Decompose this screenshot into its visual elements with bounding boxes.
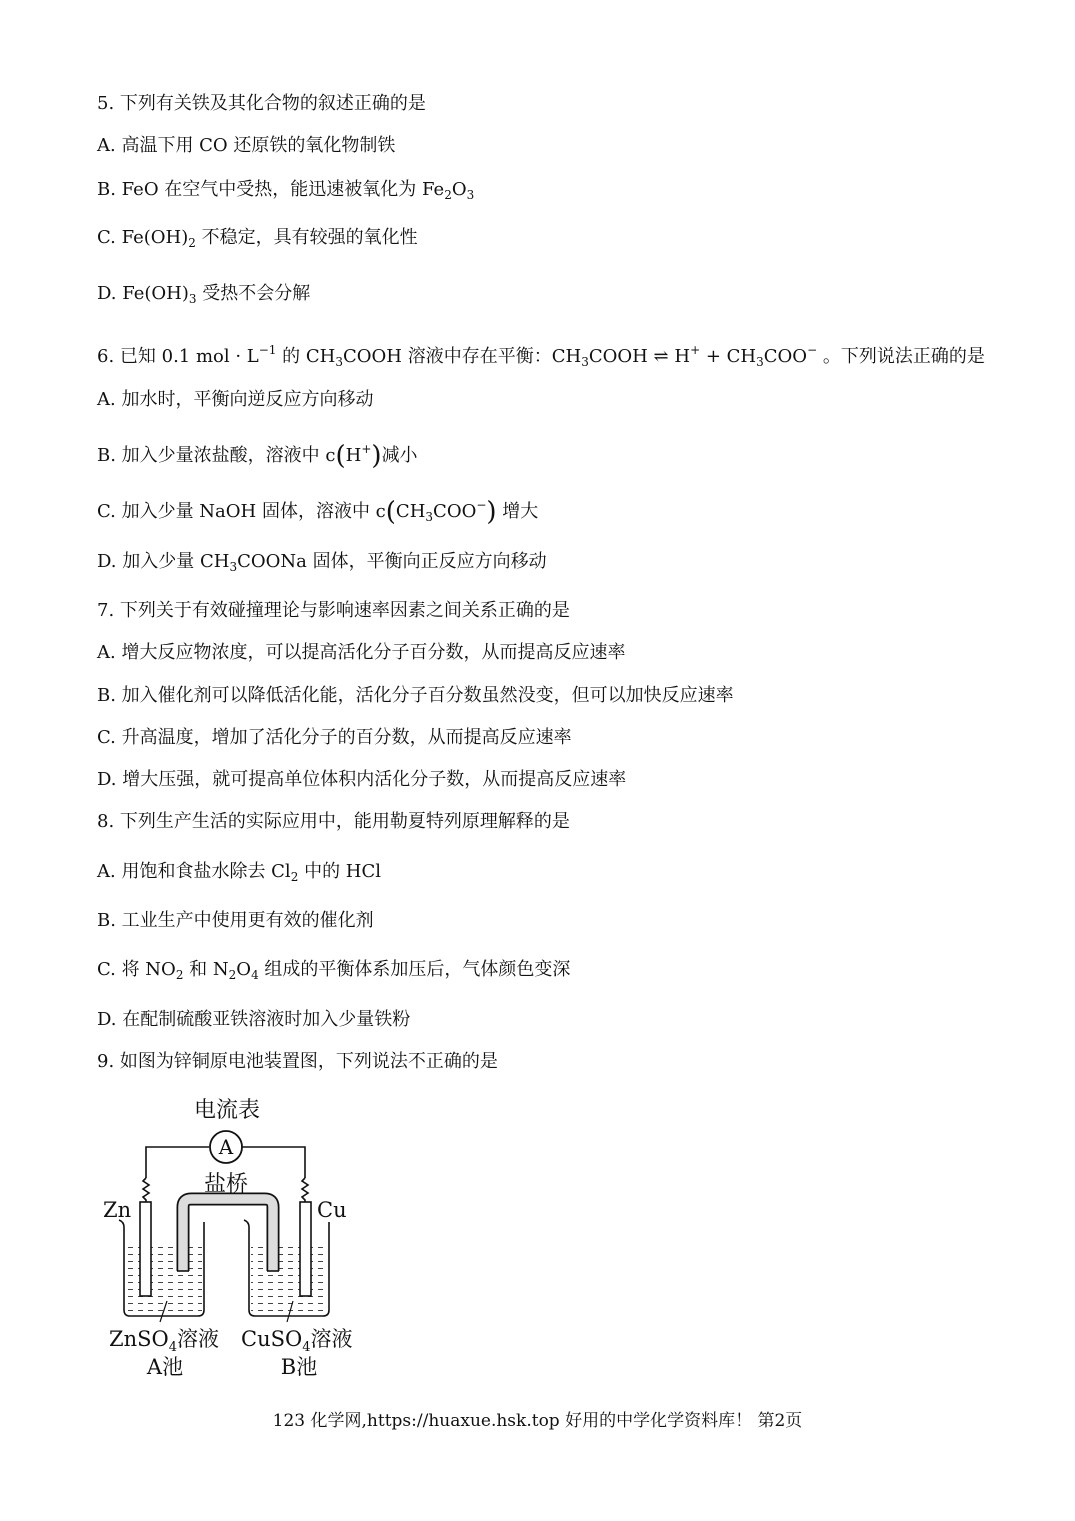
znso4-solution	[126, 1242, 202, 1314]
q8-option-d: D. 在配制硫酸亚铁溶液时加入少量铁粉	[97, 1009, 411, 1030]
q8-stem: 8. 下列生产生活的实际应用中，能用勒夏特列原理解释的是	[97, 811, 570, 832]
q8-option-a: A. 用饱和食盐水除去 $Cl_2$ 中的 HCl	[97, 861, 382, 884]
q7-option-a: A. 增大反应物浓度，可以提高活化分子百分数，从而提高反应速率	[97, 642, 626, 663]
q7-option-d: D. 增大压强，就可提高单位体积内活化分子数，从而提高反应速率	[97, 769, 627, 790]
q5-option-c: C. $Fe(OH)_2$ 不稳定，具有较强的氧化性	[97, 227, 418, 250]
ammeter-symbol: A	[218, 1135, 234, 1159]
ammeter	[210, 1131, 242, 1163]
q5-option-d: D. $Fe(OH)_3$ 受热不会分解	[97, 283, 311, 306]
q8-option-b: B. 工业生产中使用更有效的催化剂	[97, 910, 374, 931]
ammeter-label: 电流表	[193, 1098, 261, 1123]
znso4-label: ZnSO$_4$溶液	[109, 1327, 219, 1355]
salt-bridge-label: 盐桥	[203, 1172, 249, 1197]
q6-option-a: A. 加水时，平衡向逆反应方向移动	[97, 389, 374, 410]
zn-electrode	[140, 1202, 151, 1296]
q7-option-c: C. 升高温度，增加了活化分子的百分数，从而提高反应速率	[97, 727, 572, 748]
q9-stem: 9. 如图为锌铜原电池装置图，下列说法不正确的是	[97, 1051, 498, 1072]
cu-label: Cu	[317, 1198, 347, 1222]
q7-option-b: B. 加入催化剂可以降低活化能，活化分子百分数虽然没变，但可以加快反应速率	[97, 685, 734, 706]
cell-b-label: B池	[280, 1355, 318, 1379]
q6-option-c: C. 加入少量 NaOH 固体，溶液中 $c(CH_3COO^-)$ 增大	[97, 497, 539, 527]
cuso4-solution	[251, 1242, 327, 1314]
q5-stem: 5. 下列有关铁及其化合物的叙述正确的是	[97, 93, 426, 114]
cell-a-label: A池	[146, 1355, 184, 1379]
q7-stem: 7. 下列关于有效碰撞理论与影响速率因素之间关系正确的是	[97, 600, 570, 621]
galvanic-cell-diagram	[97, 1090, 377, 1390]
q5-option-b: B. FeO 在空气中受热，能迅速被氧化为 $Fe_2O_3$	[97, 179, 475, 202]
zn-label: Zn	[103, 1198, 132, 1222]
cu-electrode	[300, 1202, 311, 1296]
cuso4-label: CuSO$_4$溶液	[241, 1327, 353, 1355]
q8-option-c: C. 将 $NO_2$ 和 $N_2O_4$ 组成的平衡体系加压后，气体颜色变深	[97, 959, 571, 982]
q6-option-b: B. 加入少量浓盐酸，溶液中 c(H+)减小	[97, 441, 418, 471]
page-footer: 123 化学网,https://huaxue.hsk.top 好用的中学化学资料库！ 第2页	[272, 1411, 803, 1431]
q6-option-d: D. 加入少量 $CH_3COONa$ 固体，平衡向正反应方向移动	[97, 551, 547, 574]
q5-option-a: A. 高温下用 CO 还原铁的氧化物制铁	[97, 135, 396, 156]
q6-stem: 6. 已知 0.1 mol · $L^{-1}$ 的 $CH_3COOH$ 溶液中存在平衡：$CH_3COOH$ ⇌ $H^+ + CH_3COO^-$ 。下列说法正确的是	[97, 343, 985, 369]
